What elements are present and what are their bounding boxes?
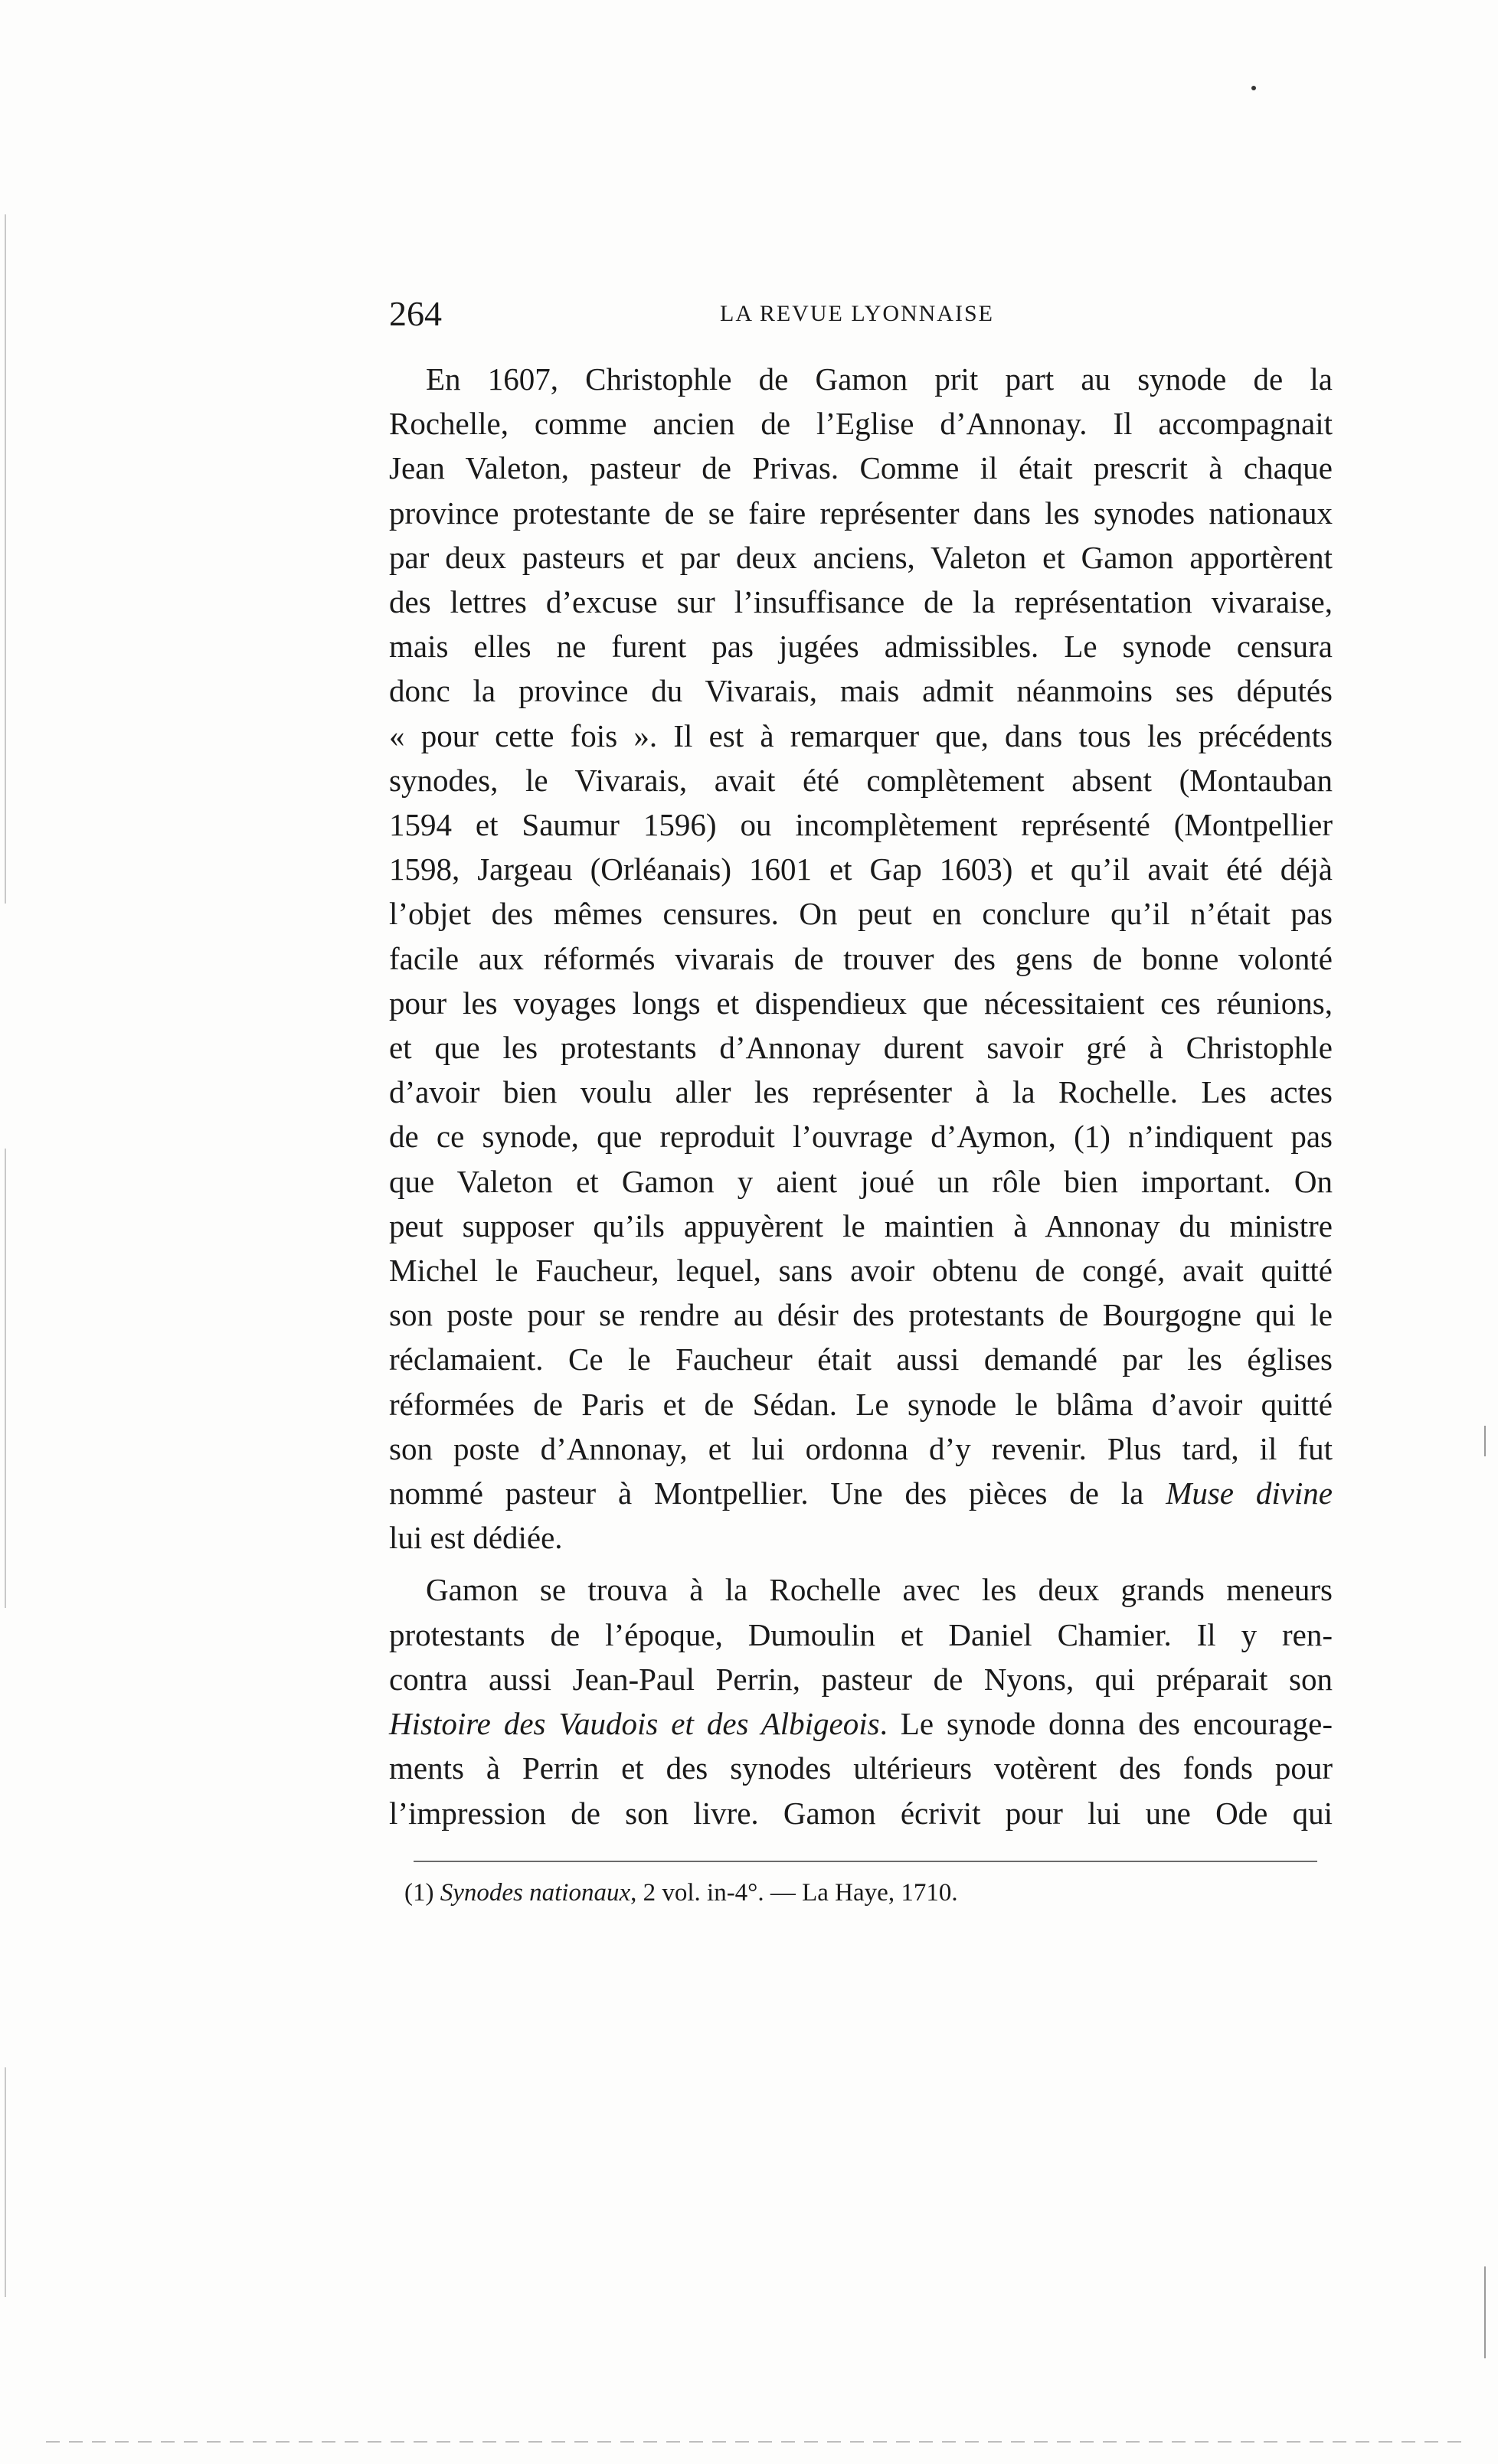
text-line: et que les protestants d’Annonay durent savoir gré à Christophle bbox=[389, 1030, 1333, 1066]
text-line: synodes, le Vivarais, avait été complètement absent (Montauban bbox=[389, 762, 1333, 798]
text-line: « pour cette fois ». Il est à remarquer que, dans tous les précédents bbox=[389, 717, 1333, 753]
paragraph-1 bbox=[389, 357, 1333, 1560]
text-line: des lettres d’excuse sur l’insuffisance de la représentation vivaraise, bbox=[389, 584, 1333, 620]
text-line: Gamon se trouva à la Rochelle avec les deux grands meneurs bbox=[426, 1572, 1333, 1608]
footnote-rule bbox=[414, 1861, 1317, 1862]
text-line: son poste pour se rendre au désir des protestants de Bourgogne qui le bbox=[389, 1297, 1333, 1333]
text-line: lui est dédiée. bbox=[389, 1520, 563, 1556]
scan-edge-mark bbox=[1484, 2266, 1486, 2358]
text-line: pour les voyages longs et dispendieux que nécessitaient ces réunions, bbox=[389, 985, 1333, 1021]
italic-title: Muse divine bbox=[1166, 1475, 1333, 1511]
text-line: facile aux réformés vivarais de trouver des gens de bonne volonté bbox=[389, 940, 1333, 976]
footnote-text: , 2 vol. in-4°. — La Haye, 1710. bbox=[630, 1879, 958, 1907]
text-line: donc la province du Vivarais, mais admit néanmoins ses députés bbox=[389, 673, 1333, 709]
text-line: d’avoir bien voulu aller les représenter à la Rochelle. Les actes bbox=[389, 1074, 1333, 1110]
scan-edge-mark bbox=[5, 2067, 6, 2297]
text-line: l’objet des mêmes censures. On peut en conclure qu’il n’était pas bbox=[389, 896, 1333, 932]
footnote-marker: (1) bbox=[404, 1879, 434, 1907]
text-run: nommé pasteur à Montpellier. Une des pièces de la bbox=[389, 1475, 1144, 1511]
text-line: Jean Valeton, pasteur de Privas. Comme il était prescrit à chaque bbox=[389, 450, 1333, 486]
scan-edge-mark bbox=[5, 214, 6, 904]
scan-edge-mark bbox=[46, 2441, 1470, 2443]
text-line: Michel le Faucheur, lequel, sans avoir obtenu de congé, avait quitté bbox=[389, 1253, 1333, 1289]
text-line: 1594 et Saumur 1596) ou incomplètement représenté (Montpellier bbox=[389, 807, 1333, 843]
scan-edge-mark bbox=[1484, 1426, 1486, 1456]
scan-edge-mark bbox=[5, 1149, 6, 1608]
text-line: réclamaient. Ce le Faucheur était aussi demandé par les églises bbox=[389, 1341, 1333, 1377]
text-line: que Valeton et Gamon y aient joué un rôle bien important. On bbox=[389, 1163, 1333, 1199]
text-line: de ce synode, que reproduit l’ouvrage d’Aymon, (1) n’indiquent pas bbox=[389, 1119, 1333, 1155]
text-line: protestants de l’époque, Dumoulin et Daniel Chamier. Il y ren- bbox=[389, 1616, 1333, 1652]
footnote-title: Synodes nationaux bbox=[440, 1879, 631, 1907]
text-line: réformées de Paris et de Sédan. Le synode le blâma d’avoir quitté bbox=[389, 1386, 1333, 1422]
text-line: peut supposer qu’ils appuyèrent le maintien à Annonay du ministre bbox=[389, 1207, 1333, 1243]
text-line: province protestante de se faire représenter dans les synodes nationaux bbox=[389, 495, 1333, 531]
footnote bbox=[404, 1874, 1323, 1911]
paragraph-2 bbox=[389, 1567, 1333, 1835]
text-line: son poste d’Annonay, et lui ordonna d’y revenir. Plus tard, il fut bbox=[389, 1430, 1333, 1466]
body-text bbox=[389, 357, 1333, 1835]
text-line: l’impression de son livre. Gamon écrivit pour lui une Ode qui bbox=[389, 1795, 1333, 1831]
text-line bbox=[352, 1701, 1333, 1746]
text-line bbox=[352, 1471, 1333, 1515]
text-line: En 1607, Christophle de Gamon prit part au synode de la bbox=[426, 361, 1333, 397]
text-line: 1598, Jargeau (Orléanais) 1601 et Gap 1603) et qu’il avait été déjà bbox=[389, 851, 1333, 887]
scan-speck bbox=[1251, 86, 1256, 90]
page-number: 264 bbox=[389, 294, 442, 333]
text-line: ments à Perrin et des synodes ultérieurs votèrent des fonds pour bbox=[389, 1750, 1333, 1786]
text-line: mais elles ne furent pas jugées admissibles. Le synode censura bbox=[389, 629, 1333, 665]
text-line: par deux pasteurs et par deux anciens, Valeton et Gamon apportèrent bbox=[389, 539, 1333, 575]
running-title: LA REVUE LYONNAISE bbox=[720, 301, 994, 326]
text-line: contra aussi Jean-Paul Perrin, pasteur de Nyons, qui préparait son bbox=[389, 1661, 1333, 1697]
italic-title: Histoire des Vaudois et des Albigeois bbox=[389, 1706, 880, 1742]
page-header bbox=[389, 291, 1333, 337]
text-run: . Le synode donna des encourage- bbox=[879, 1706, 1333, 1742]
text-line: Rochelle, comme ancien de l’Eglise d’Annonay. Il accompagnait bbox=[389, 406, 1333, 442]
